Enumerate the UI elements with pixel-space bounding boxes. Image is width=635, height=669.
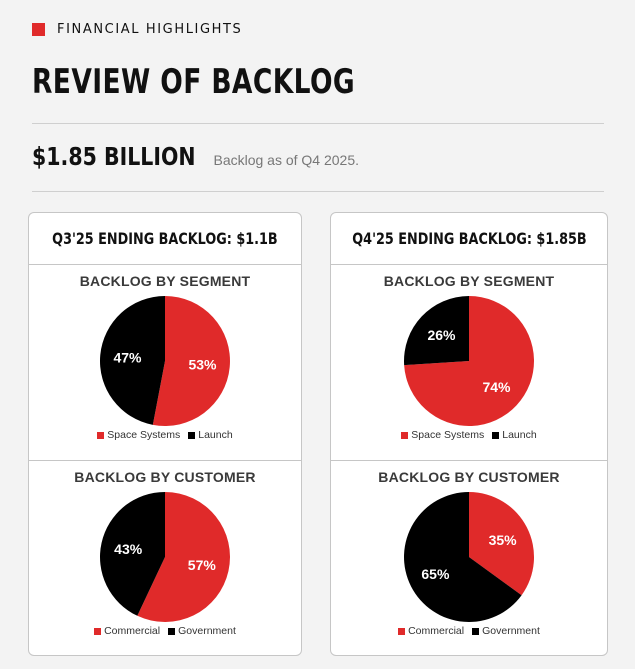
- pie-data-label: 43%: [114, 540, 143, 557]
- card-header: [331, 213, 607, 265]
- card-title: Q3'25 ENDING BACKLOG: $1.1B: [52, 229, 278, 248]
- card-title: Q4'25 ENDING BACKLOG: $1.85B: [351, 229, 587, 248]
- pie-chart: [403, 295, 535, 427]
- legend-label: Launch: [198, 429, 233, 441]
- panel-title: BACKLOG BY SEGMENT: [79, 273, 251, 289]
- segment-panel: [29, 265, 301, 460]
- legend-swatch-icon: [401, 432, 408, 439]
- legend-label: Space Systems: [411, 429, 485, 441]
- customer-panel: [331, 460, 607, 655]
- legend: [331, 429, 607, 441]
- divider: [32, 191, 604, 192]
- legend-item: [94, 625, 160, 637]
- legend: [29, 429, 301, 441]
- panel-title: BACKLOG BY CUSTOMER: [378, 469, 560, 485]
- legend-item: [168, 625, 236, 637]
- panel-title: BACKLOG BY CUSTOMER: [74, 469, 256, 485]
- legend-swatch-icon: [94, 628, 101, 635]
- pie-data-label: 57%: [187, 557, 216, 574]
- headline-value: $1.85 BILLION: [32, 142, 196, 171]
- legend-swatch-icon: [398, 628, 405, 635]
- legend-item: [97, 429, 180, 441]
- backlog-card-q3: [28, 212, 302, 656]
- legend-label: Space Systems: [107, 429, 181, 441]
- pie-data-label: 47%: [113, 349, 142, 366]
- card-header: [29, 213, 301, 265]
- page-title: REVIEW OF BACKLOG: [32, 62, 356, 102]
- pie-data-label: 35%: [488, 531, 517, 548]
- legend-swatch-icon: [97, 432, 104, 439]
- customer-panel: [29, 460, 301, 655]
- legend-item: [401, 429, 484, 441]
- legend-item: [472, 625, 540, 637]
- pie-data-label: 53%: [188, 356, 217, 373]
- pie-chart: [99, 295, 231, 427]
- pie-data-label: 26%: [427, 327, 456, 344]
- legend-swatch-icon: [168, 628, 175, 635]
- headline: [32, 142, 359, 171]
- legend: [29, 625, 301, 637]
- pie-data-label: 65%: [421, 566, 450, 583]
- pie-data-label: 74%: [482, 378, 511, 395]
- pie-chart: [403, 491, 535, 623]
- divider: [32, 123, 604, 124]
- legend: [331, 625, 607, 637]
- legend-item: [188, 429, 232, 441]
- legend-swatch-icon: [188, 432, 195, 439]
- legend-swatch-icon: [492, 432, 499, 439]
- legend-label: Government: [178, 625, 236, 637]
- pie-chart: [99, 491, 231, 623]
- panel-title: BACKLOG BY SEGMENT: [383, 273, 555, 289]
- legend-label: Commercial: [408, 625, 465, 637]
- headline-subtitle: Backlog as of Q4 2025.: [213, 152, 360, 168]
- legend-label: Launch: [502, 429, 537, 441]
- tag-square-icon: [32, 23, 45, 36]
- legend-swatch-icon: [472, 628, 479, 635]
- legend-item: [398, 625, 464, 637]
- section-tag: [32, 22, 242, 37]
- section-tag-text: FINANCIAL HIGHLIGHTS: [57, 22, 243, 37]
- legend-label: Government: [482, 625, 540, 637]
- legend-label: Commercial: [104, 625, 161, 637]
- backlog-card-q4: [330, 212, 608, 656]
- segment-panel: [331, 265, 607, 460]
- legend-item: [492, 429, 536, 441]
